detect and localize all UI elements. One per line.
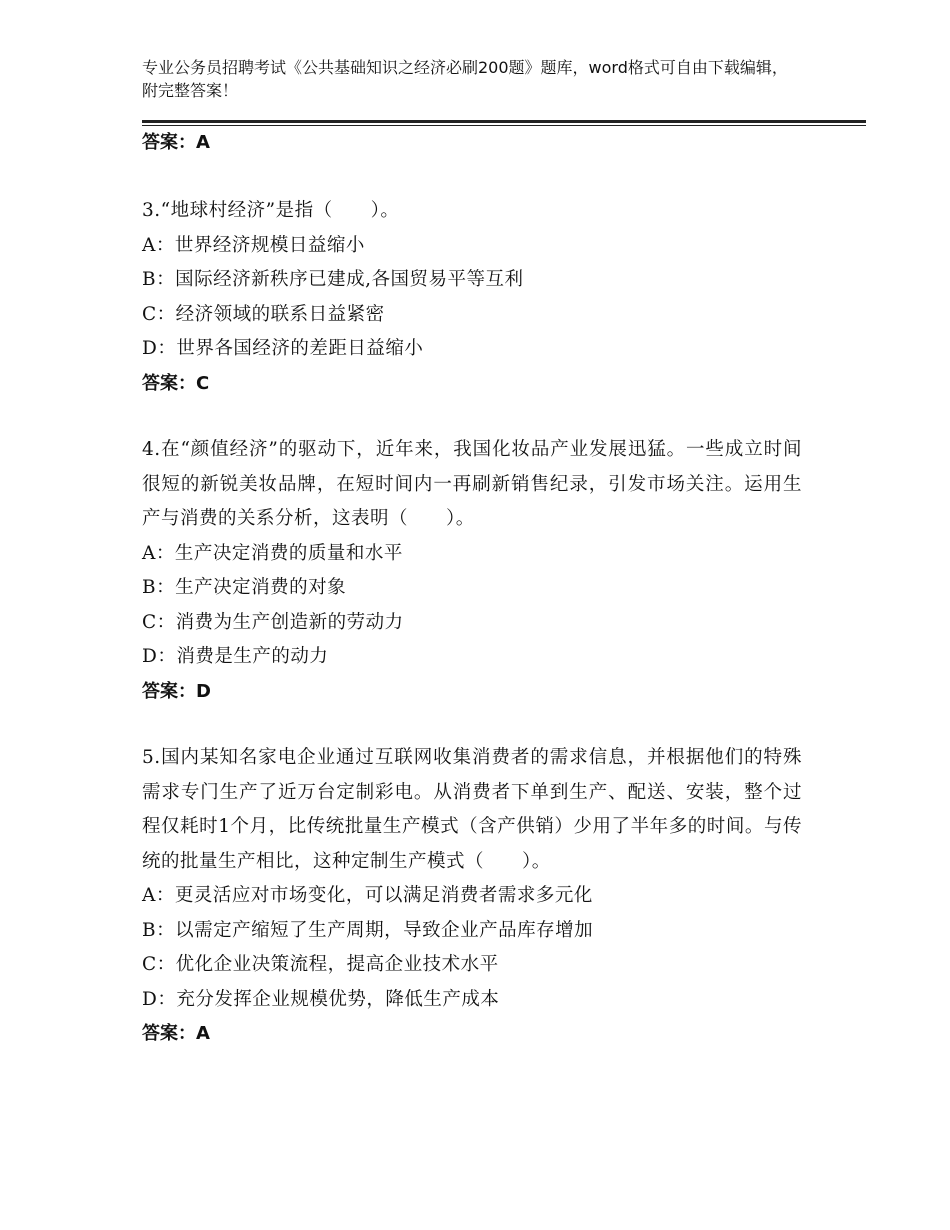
question-3 — [142, 194, 802, 401]
option-d: D：充分发挥企业规模优势，降低生产成本 — [142, 988, 500, 1010]
option-a: A：世界经济规模日益缩小 — [142, 234, 365, 256]
option-b: B：以需定产缩短了生产周期，导致企业产品库存增加 — [142, 919, 594, 941]
option-a: A：生产决定消费的质量和水平 — [142, 542, 403, 564]
option-c: C：消费为生产创造新的劳动力 — [142, 611, 404, 633]
option-d: D：消费是生产的动力 — [142, 646, 329, 667]
question-5 — [142, 741, 802, 1051]
question-stem: 3.“地球村经济”是指（ ）。 — [142, 200, 400, 221]
page-header: 专业公务员招聘考试《公共基础知识之经济必刷200题》题库，word格式可自由下载编辑，附完整答案！ — [142, 58, 788, 100]
question-4 — [142, 433, 802, 709]
option-b: B：生产决定消费的对象 — [142, 577, 347, 598]
answer-label: 答案：C — [142, 372, 210, 394]
question-stem: 4.在“颜值经济”的驱动下，近年来，我国化妆品产业发展迅猛。一些成立时间很短的新锐美妆品牌，在短时间内一再刷新销售纪录，引发市场关注。运用生产与消费的关系分析，这表明（ ）。 — [142, 439, 802, 529]
option-d: D：世界各国经济的差距日益缩小 — [142, 338, 424, 359]
option-a: A：更灵活应对市场变化，可以满足消费者需求多元化 — [142, 885, 593, 906]
option-c: C：优化企业决策流程，提高企业技术水平 — [142, 954, 499, 975]
answer-label: 答案：A — [142, 1023, 210, 1044]
option-b: B：国际经济新秩序已建成,各国贸易平等互利 — [142, 269, 524, 290]
previous-answer — [142, 126, 802, 160]
answer-label: 答案：A — [142, 132, 210, 153]
question-stem: 5.国内某知名家电企业通过互联网收集消费者的需求信息，并根据他们的特殊需求专门生产了近万台定制彩电。从消费者下单到生产、配送、安装，整个过程仅耗时1个月，比传统批量生产模式（含产供销）少用了半年多的时间。与传统的批量生产相比，这种定制生产模式（ ）。 — [142, 747, 802, 872]
option-c: C：经济领域的联系日益紧密 — [142, 303, 385, 325]
answer-label: 答案：D — [142, 680, 211, 702]
header-rule-thick — [142, 120, 866, 123]
